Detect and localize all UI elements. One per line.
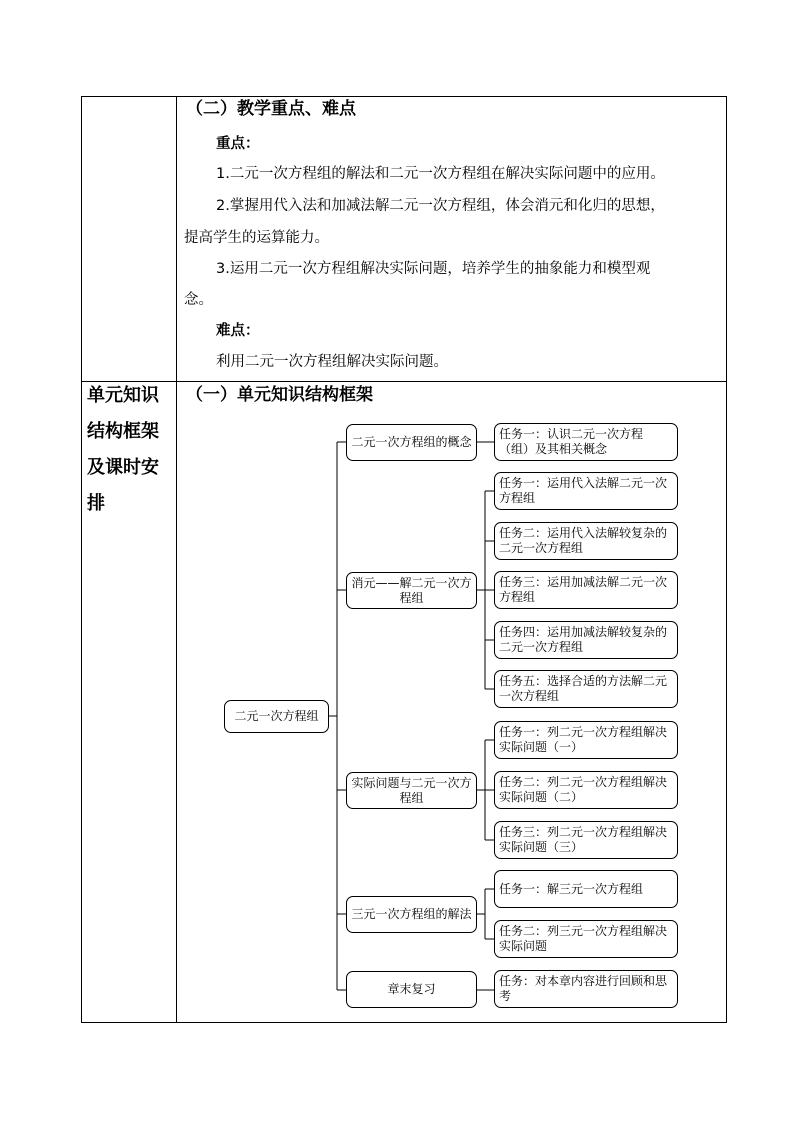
task-label: 任务一：解三元一次方程组 <box>499 881 644 896</box>
difficulty-text: 利用二元一次方程组解决实际问题。 <box>216 354 448 370</box>
branch-label: 实际问题与二元一次方程组 <box>351 775 472 805</box>
left-cell-line-2: 结构框架 <box>87 421 159 442</box>
task-label: 任务一：认识二元一次方程（组）及其相关概念 <box>499 427 644 456</box>
task-node <box>494 920 678 958</box>
branch-node-applications <box>346 772 477 809</box>
key-points-label: 重点： <box>216 136 260 152</box>
task-label: 任务一：列二元一次方程组解决实际问题（一） <box>499 725 668 754</box>
key-point-3-cont: 念。 <box>184 292 213 308</box>
task-label: 任务二：列三元一次方程组解决实际问题 <box>499 924 668 953</box>
branch-node-concept <box>346 424 477 461</box>
task-label: 任务：对本章内容进行回顾和思考 <box>499 974 668 1003</box>
task-label: 任务二：列二元一次方程组解决实际问题（二） <box>499 775 668 804</box>
task-node <box>494 771 678 809</box>
section-heading-focus: （二）教学重点、难点 <box>186 99 356 119</box>
task-label: 任务五：选择合适的方法解二元一次方程组 <box>499 674 668 703</box>
left-cell-line-3: 及课时安 <box>87 457 159 478</box>
branch-node-review <box>346 971 477 1008</box>
task-label: 任务一：运用代入法解二元一次方程组 <box>499 476 668 505</box>
task-node <box>494 522 678 560</box>
difficulty-label: 难点： <box>216 323 260 339</box>
task-label: 任务三：运用加减法解二元一次方程组 <box>499 575 668 604</box>
branch-node-elimination <box>346 572 477 609</box>
key-point-3: 3.运用二元一次方程组解决实际问题，培养学生的抽象能力和模型观 <box>216 261 651 277</box>
key-point-2-cont: 提高学生的运算能力。 <box>184 230 329 246</box>
task-node <box>494 821 678 859</box>
task-node <box>494 571 678 609</box>
branch-node-three-variable <box>346 896 477 933</box>
task-node <box>494 970 678 1008</box>
task-node <box>494 423 678 461</box>
key-point-1: 1.二元一次方程组的解法和二元一次方程组在解决实际问题中的应用。 <box>216 166 665 182</box>
left-cell-line-1: 单元知识 <box>87 385 159 406</box>
branch-label: 二元一次方程组的概念 <box>351 435 472 449</box>
key-point-2: 2.掌握用代入法和加减法解二元一次方程组，体会消元和化归的思想， <box>216 198 665 214</box>
task-node <box>494 472 678 510</box>
task-node <box>494 621 678 659</box>
diagram-root-node <box>224 700 329 733</box>
left-cell-line-4: 排 <box>87 493 105 514</box>
task-node <box>494 870 678 908</box>
task-label: 任务二：运用代入法解较复杂的二元一次方程组 <box>499 526 668 555</box>
branch-label: 消元——解二元一次方程组 <box>351 575 472 605</box>
branch-label: 章末复习 <box>387 982 436 996</box>
branch-label: 三元一次方程组的解法 <box>351 907 472 921</box>
section-heading-structure: （一）单元知识结构框架 <box>186 385 373 405</box>
task-node <box>494 721 678 759</box>
task-label: 任务四：运用加减法解较复杂的二元一次方程组 <box>499 625 668 654</box>
task-node <box>494 670 678 708</box>
task-label: 任务三：列二元一次方程组解决实际问题（三） <box>499 825 668 854</box>
diagram-root-label: 二元一次方程组 <box>234 709 319 723</box>
